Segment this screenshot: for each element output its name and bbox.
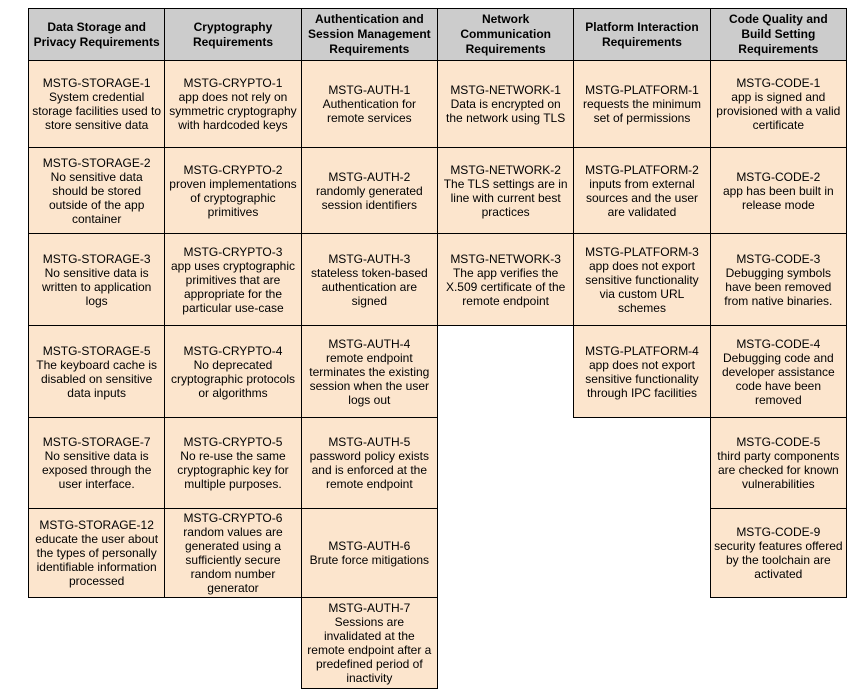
cell-mstg-storage-1	[29, 61, 165, 148]
requirement-text: app does not export sensitive functionality via custom URL schemes	[585, 258, 699, 315]
requirement-code: MSTG-CRYPTO-1	[183, 76, 283, 90]
requirement-code: MSTG-NETWORK-2	[450, 162, 561, 177]
cell-mstg-code-5	[710, 418, 846, 509]
requirement-text: No re-use the same cryptographic key for multiple purposes.	[177, 449, 289, 491]
empty-cell	[574, 418, 710, 509]
requirement-code: MSTG-PLATFORM-4	[585, 343, 699, 358]
requirement-code: MSTG-STORAGE-3	[42, 251, 151, 266]
cell-mstg-code-3	[710, 234, 846, 326]
requirement-text: The app verifies the X.509 certificate of the remote endpoint	[445, 265, 566, 308]
requirement-text: No sensitive data should be stored outside of the app container	[48, 169, 145, 226]
requirement-code: MSTG-PLATFORM-3	[585, 244, 699, 259]
table-row	[29, 598, 847, 689]
requirement-code: MSTG-AUTH-1	[328, 83, 411, 97]
requirement-text: app uses cryptographic primitives that are appropriate for the particular use-case	[170, 258, 296, 315]
requirement-text: Brute force mitigations	[309, 553, 430, 567]
requirement-code: MSTG-CRYPTO-2	[183, 162, 283, 177]
requirement-code: MSTG-CRYPTO-5	[183, 435, 283, 449]
cell-mstg-crypto-5	[165, 418, 301, 509]
cell-mstg-storage-7	[29, 418, 165, 509]
requirement-code: MSTG-CRYPTO-4	[183, 343, 283, 358]
empty-cell	[437, 509, 573, 598]
cell-mstg-storage-2	[29, 148, 165, 234]
cell-mstg-code-1	[710, 61, 846, 148]
empty-cell	[574, 509, 710, 598]
table-row	[29, 61, 847, 148]
requirement-code: MSTG-AUTH-6	[328, 539, 411, 553]
requirement-code: MSTG-NETWORK-1	[450, 83, 561, 97]
cell-mstg-platform-2	[574, 148, 710, 234]
requirement-text: Debugging symbols have been removed from native binaries.	[724, 265, 833, 308]
cell-mstg-auth-7	[301, 598, 437, 689]
cell-mstg-crypto-4	[165, 326, 301, 418]
requirement-text: stateless token-based authentication are signed	[310, 265, 428, 308]
requirement-code: MSTG-STORAGE-2	[42, 155, 151, 170]
cell-mstg-auth-6	[301, 509, 437, 598]
cell-mstg-auth-1	[301, 61, 437, 148]
column-header-platform: Platform Interaction Requirements	[574, 9, 710, 61]
requirement-text: app does not rely on symmetric cryptography with hardcoded keys	[169, 90, 297, 132]
requirement-text: password policy exists and is enforced at the remote endpoint	[309, 449, 430, 491]
requirement-text: Data is encrypted on the network using TLS	[446, 97, 566, 125]
requirement-text: proven implementations of cryptographic primitives	[169, 176, 297, 219]
requirement-text: random values are generated using a sufficiently secure random number generator	[183, 525, 283, 595]
cell-mstg-auth-4	[301, 326, 437, 418]
requirement-text: The keyboard cache is disabled on sensitive data inputs	[36, 357, 158, 400]
requirement-text: remote endpoint terminates the existing session when the user logs out	[309, 350, 430, 407]
requirement-code: MSTG-CRYPTO-6	[183, 511, 283, 525]
requirement-code: MSTG-CODE-3	[736, 251, 821, 266]
requirement-code: MSTG-AUTH-4	[328, 336, 411, 351]
cell-mstg-auth-3	[301, 234, 437, 326]
empty-cell	[437, 326, 573, 418]
cell-mstg-platform-3	[574, 234, 710, 326]
requirement-code: MSTG-STORAGE-12	[39, 518, 154, 532]
requirement-text: security features offered by the toolchain are activated	[714, 539, 843, 581]
table-row	[29, 326, 847, 418]
empty-cell	[710, 598, 846, 689]
requirement-text: No sensitive data is written to application logs	[41, 265, 152, 308]
cell-mstg-storage-12	[29, 509, 165, 598]
column-header-cryptography: Cryptography Requirements	[165, 9, 301, 61]
table-row	[29, 234, 847, 326]
requirement-code: MSTG-NETWORK-3	[450, 251, 561, 266]
empty-cell	[437, 418, 573, 509]
requirement-code: MSTG-PLATFORM-2	[585, 162, 699, 177]
requirement-text: No deprecated cryptographic protocols or algorithms	[170, 357, 296, 400]
empty-cell	[29, 598, 165, 689]
requirement-code: MSTG-STORAGE-1	[42, 76, 151, 90]
cell-mstg-storage-3	[29, 234, 165, 326]
requirement-code: MSTG-CODE-5	[736, 435, 821, 449]
cell-mstg-crypto-2	[165, 148, 301, 234]
requirement-code: MSTG-STORAGE-7	[42, 435, 151, 449]
cell-mstg-network-3	[437, 234, 573, 326]
table-row	[29, 418, 847, 509]
requirement-text: inputs from external sources and the user are validated	[585, 176, 699, 219]
requirements-table-container	[28, 8, 847, 689]
cell-mstg-platform-4	[574, 326, 710, 418]
requirement-text: app does not export sensitive functionality through IPC facilities	[585, 357, 699, 400]
empty-cell	[574, 598, 710, 689]
cell-mstg-network-2	[437, 148, 573, 234]
column-header-network: Network Communication Requirements	[437, 9, 573, 61]
table-row	[29, 148, 847, 234]
column-header-auth-session: Authentication and Session Management Requirements	[301, 9, 437, 61]
requirement-code: MSTG-PLATFORM-1	[585, 83, 699, 97]
requirement-text: System credential storage facilities used to store sensitive data	[32, 90, 162, 132]
requirement-text: third party components are checked for known vulnerabilities	[717, 449, 840, 491]
requirement-text: randomly generated session identifiers	[315, 183, 423, 212]
cell-mstg-code-9	[710, 509, 846, 598]
column-header-data-storage: Data Storage and Privacy Requirements	[29, 9, 165, 61]
requirement-code: MSTG-AUTH-7	[328, 601, 411, 615]
requirement-code: MSTG-CODE-1	[736, 76, 821, 90]
cell-mstg-crypto-1	[165, 61, 301, 148]
cell-mstg-network-1	[437, 61, 573, 148]
requirement-code: MSTG-CODE-2	[736, 169, 821, 184]
requirement-code: MSTG-CODE-4	[736, 336, 821, 351]
cell-mstg-auth-5	[301, 418, 437, 509]
requirement-text: educate the user about the types of personally identifiable information processed	[35, 532, 159, 588]
requirement-code: MSTG-CODE-9	[736, 525, 821, 539]
requirements-table	[28, 8, 847, 689]
empty-cell	[165, 598, 301, 689]
table-row	[29, 509, 847, 598]
cell-mstg-storage-5	[29, 326, 165, 418]
requirement-code: MSTG-AUTH-2	[328, 169, 411, 184]
requirement-code: MSTG-STORAGE-5	[42, 343, 151, 358]
cell-mstg-auth-2	[301, 148, 437, 234]
empty-cell	[437, 598, 573, 689]
cell-mstg-crypto-3	[165, 234, 301, 326]
requirement-text: app has been built in release mode	[722, 183, 834, 212]
cell-mstg-crypto-6	[165, 509, 301, 598]
requirement-code: MSTG-AUTH-3	[328, 251, 411, 266]
cell-mstg-code-4	[710, 326, 846, 418]
requirement-code: MSTG-CRYPTO-3	[183, 244, 283, 259]
requirements-table-body	[29, 9, 847, 689]
requirement-text: No sensitive data is exposed through the user interface.	[41, 449, 152, 491]
requirement-text: Authentication for remote services	[322, 97, 417, 125]
header-row	[29, 9, 847, 61]
requirement-text: Sessions are invalidated at the remote endpoint after a predefined period of inactivity	[307, 615, 432, 685]
requirement-text: Debugging code and developer assistance code have been removed	[721, 350, 835, 407]
requirement-text: app is signed and provisioned with a valid certificate	[716, 90, 841, 132]
requirement-text: The TLS settings are in line with current best practices	[443, 176, 568, 219]
cell-mstg-platform-1	[574, 61, 710, 148]
requirement-code: MSTG-AUTH-5	[328, 435, 411, 449]
column-header-code-quality: Code Quality and Build Setting Requirements	[710, 9, 846, 61]
cell-mstg-code-2	[710, 148, 846, 234]
requirement-text: requests the minimum set of permissions	[582, 97, 701, 125]
